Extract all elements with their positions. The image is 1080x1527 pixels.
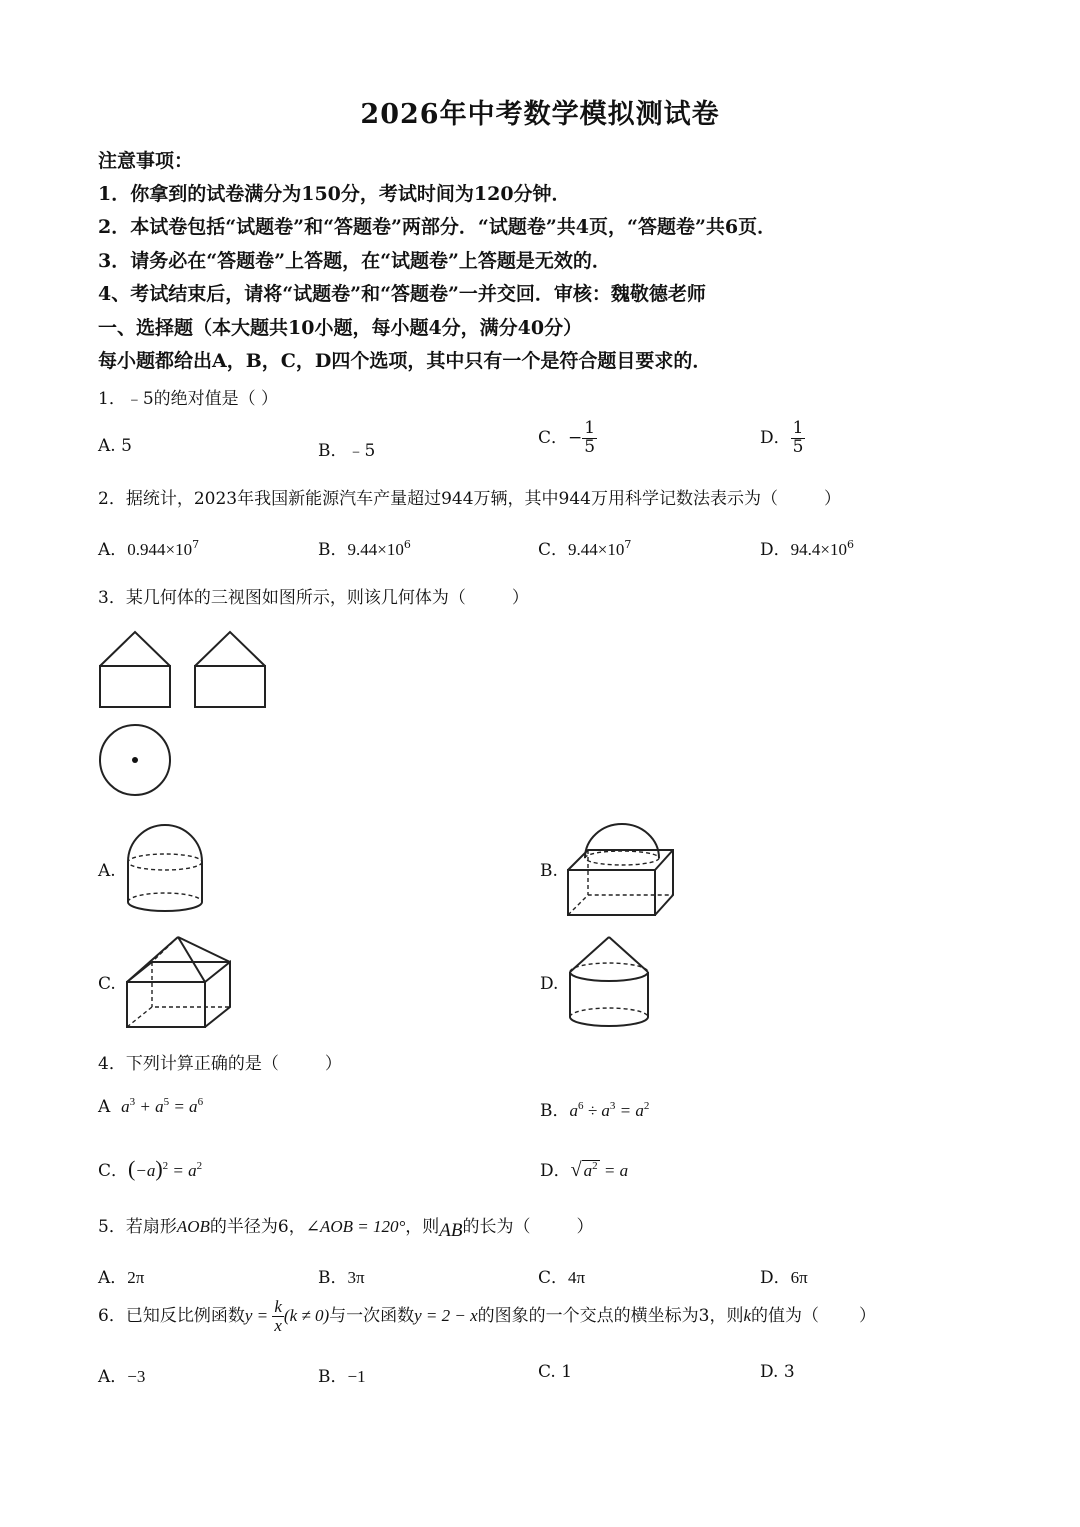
q5-option-a (98, 1263, 144, 1288)
q6-condition: (k ≠ 0) (283, 1305, 330, 1325)
q6-option-d: D. 3 (760, 1362, 795, 1382)
q1-option-a: A. 5 (98, 436, 132, 456)
side-view (195, 632, 265, 707)
q5-option-b-value: 3π (347, 1268, 365, 1287)
top-view (100, 725, 170, 795)
q1-option-c-sign: − (568, 427, 583, 448)
q5-option-d-label: D． (760, 1268, 791, 1288)
q1-option-c-label: C． (538, 427, 569, 448)
q5-stem-part-1: 5．若扇形 (98, 1217, 177, 1237)
q2-option-d-label: D． (760, 540, 791, 560)
fraction-denominator: x (274, 1315, 282, 1335)
q2-option-c-label: C． (538, 540, 569, 560)
fraction-numerator: 1 (584, 418, 596, 438)
q5-sector-name: AOB (176, 1217, 210, 1236)
q6-stem-part-4: 的值为（ (751, 1305, 820, 1326)
q2-option-a-base: 0.944×10 (127, 540, 193, 559)
section-instruction: 每小题都给出A，B，C，D四个选项，其中只有一个是符合题目要求的． (98, 350, 712, 372)
q5-option-a-label: A． (98, 1268, 128, 1288)
fraction-denominator: 5 (584, 436, 596, 457)
q6-stem: 6．已知反比例函数y = $\frac{k}{x}$ (k ≠ 0)与一次函数y = 2 − x的图象的一个交点的横坐标为3，则k的值为（ ） (98, 1297, 877, 1335)
q5-option-d-value: 6π (790, 1268, 808, 1287)
q3-option-a-label: A. (98, 861, 116, 881)
q5-stem-part-2: 的半径为6， (209, 1217, 306, 1237)
q6-k: k (743, 1305, 752, 1325)
q4-option-c (98, 1156, 202, 1182)
q2-option-a-exp: 7 (192, 538, 200, 551)
q4-option-d (540, 1156, 628, 1182)
q4-option-b-label: B． (540, 1101, 570, 1121)
q5-option-b (318, 1263, 365, 1288)
q6-option-c: C. 1 (538, 1362, 573, 1382)
q2-stem-text: 2．据统计，2023年我国新能源汽车产量超过944万辆，其中944万用科学记数法表示为（ (98, 489, 778, 509)
q4-option-d-expr: √ $a^2 = a$ (570, 1159, 629, 1181)
q6-stem-part-3: 的图象的一个交点的横坐标为3，则 (477, 1305, 744, 1326)
section-heading: 一、选择题（本大题共10小题，每小题4分，满分40分） (98, 317, 583, 339)
q6-option-a (98, 1362, 145, 1387)
notice-item-4: 4、考试结束后，请将“试题卷”和“答题卷”一并交回．审核：魏敬德老师 (98, 283, 706, 305)
q2-option-b-exp: 6 (403, 538, 411, 551)
q5-option-a-value: 2π (127, 1268, 145, 1287)
q3-option-b-solid (568, 824, 673, 915)
q2-option-b-base: 9.44×10 (347, 540, 404, 559)
notice-item-1: 1．你拿到的试卷满分为150分，考试时间为120分钟． (98, 183, 571, 205)
q6-stem-part-2: 与一次函数 (329, 1305, 415, 1326)
q3-option-a-solid (128, 825, 202, 911)
q5-stem-part-3: ，则 (405, 1217, 440, 1237)
q6-option-a-label: A． (98, 1367, 128, 1387)
page-title: 2026年中考数学模拟测试卷 (360, 99, 720, 130)
q3-option-d-label: D. (540, 974, 559, 994)
q5-option-b-label: B． (318, 1268, 348, 1288)
q4-option-a-label: A (98, 1097, 111, 1117)
notice-heading: 注意事项： (98, 150, 194, 172)
q6-option-b-label: B． (318, 1367, 348, 1387)
q2-option-c-base: 9.44×10 (568, 540, 625, 559)
q5-stem (98, 1212, 594, 1241)
q3-stem-text: 3．某几何体的三视图如图所示，则该几何体为（ (98, 588, 466, 608)
q5-option-c (538, 1263, 585, 1288)
q6-stem-close: ） (859, 1305, 877, 1326)
q3-stem-close: ） (511, 588, 529, 608)
q1-option-b: B．﹣5 (318, 441, 376, 461)
q1-option-d-label: D． (760, 427, 791, 448)
q3-option-c-solid (127, 937, 230, 1027)
q2-option-c-exp: 7 (624, 538, 632, 551)
q3-option-b-label: B. (540, 861, 558, 881)
q4-option-a (98, 1096, 203, 1117)
q5-angle: ∠AOB = 120° (305, 1217, 406, 1236)
fraction-numerator: 1 (792, 418, 804, 438)
q4-option-c-expr: $(-a)^2 = a^2$ (128, 1156, 203, 1181)
q4-option-a-expr: $a^3 + a^5 = a^6$ (121, 1096, 204, 1116)
q5-option-d (760, 1263, 808, 1288)
q2-option-a-label: A． (98, 540, 128, 560)
q6-linear-function: y = 2 − x (414, 1305, 478, 1325)
q4-option-d-label: D． (540, 1161, 571, 1181)
q4-stem-text: 4．下列计算正确的是（ (98, 1054, 279, 1074)
q3-option-c-label: C. (98, 974, 116, 994)
q4-option-b (540, 1096, 649, 1121)
q5-arc: AB (439, 1220, 463, 1241)
q6-fraction (272, 1298, 284, 1335)
q6-option-a-value: −3 (127, 1367, 146, 1386)
fraction-denominator: 5 (792, 436, 804, 457)
fraction-numerator: k (274, 1297, 282, 1316)
q6-stem-part-1: 6．已知反比例函数 (98, 1305, 245, 1326)
q2-option-d-exp: 6 (846, 538, 854, 551)
q2-option-b-label: B． (318, 540, 348, 560)
q4-option-c-label: C． (98, 1161, 129, 1181)
q5-option-c-value: 4π (568, 1268, 586, 1287)
q6-option-b-value: −1 (347, 1367, 366, 1386)
q4-stem-close: ） (324, 1054, 342, 1074)
q2-option-d-base: 94.4×10 (790, 540, 847, 559)
q1-stem: 1．﹣5的绝对值是（ ） (98, 389, 279, 409)
q5-stem-part-4: 的长为（ (462, 1217, 531, 1237)
q3-option-d-solid (570, 937, 648, 1026)
q2-stem-close: ） (823, 489, 841, 509)
q5-option-c-label: C． (538, 1268, 569, 1288)
front-view (100, 632, 170, 707)
q4-option-b-expr: $a^6 \div a^3 = a^2$ (569, 1100, 650, 1120)
notice-item-3: 3．请务必在“答题卷”上答题，在“试题卷”上答题是无效的． (98, 250, 611, 272)
q4-stem (98, 1049, 342, 1074)
notice-item-2: 2．本试卷包括“试题卷”和“答题卷”两部分．“试题卷”共4页，“答题卷”共6页． (98, 216, 777, 238)
q5-stem-close: ） (576, 1217, 594, 1237)
q6-option-b (318, 1362, 366, 1387)
